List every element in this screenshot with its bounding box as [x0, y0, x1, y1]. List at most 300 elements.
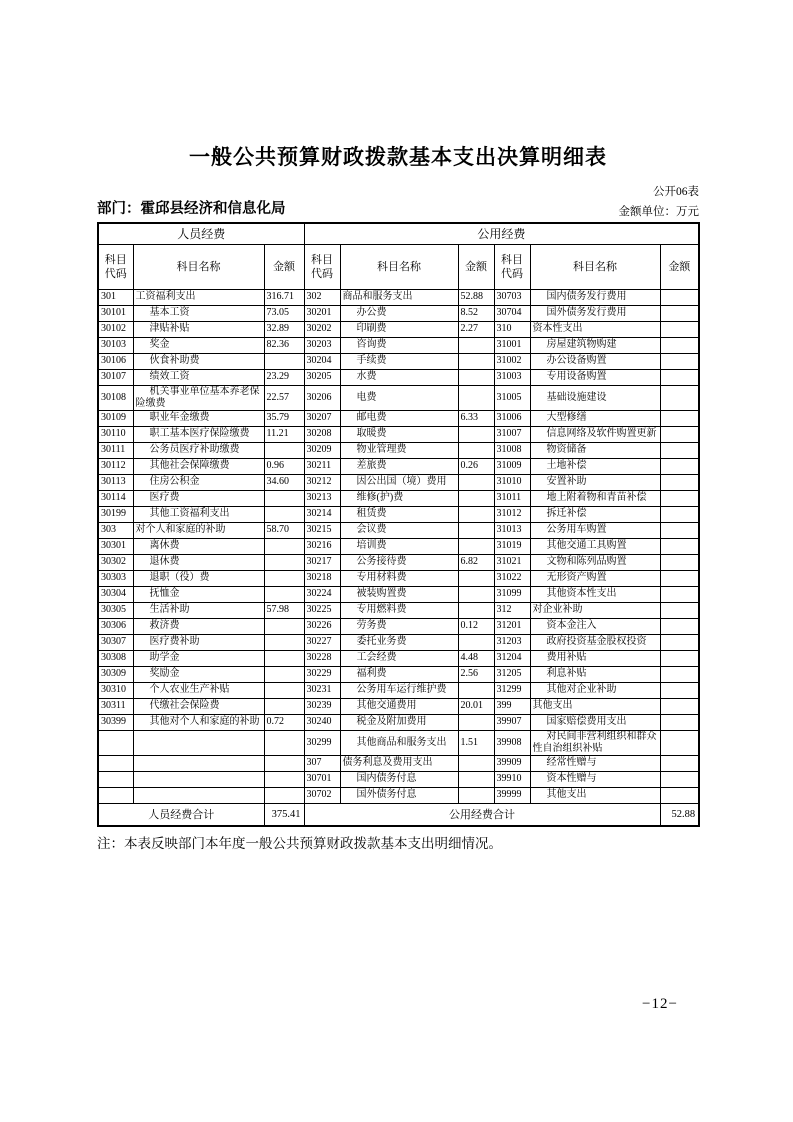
cell-subject-name: 经常性赠与 — [530, 755, 660, 771]
cell-subject-code: 30199 — [98, 506, 133, 522]
cell-subject-code: 31005 — [494, 385, 530, 410]
cell-subject-name: 商品和服务支出 — [340, 289, 458, 305]
cell-subject-name: 专用设备购置 — [530, 369, 660, 385]
col-header-amount: 金额 — [660, 244, 699, 289]
cell-subject-name: 其他交通工具购置 — [530, 538, 660, 554]
cell-subject-name: 维修(护)费 — [340, 490, 458, 506]
table-row — [98, 755, 699, 771]
cell-subject-code — [98, 787, 133, 803]
cell-amount — [264, 570, 304, 586]
cell-amount — [660, 787, 699, 803]
amount-unit-label: 金额单位：万元 — [618, 206, 699, 218]
cell-subject-code: 30215 — [304, 522, 340, 538]
cell-subject-code: 310 — [494, 321, 530, 337]
cell-subject-code: 30308 — [98, 650, 133, 666]
cell-subject-name: 其他对个人和家庭的补助 — [133, 714, 264, 730]
cell-subject-code: 30106 — [98, 353, 133, 369]
cell-amount — [660, 771, 699, 787]
table-row — [98, 410, 699, 426]
cell-subject-code: 30231 — [304, 682, 340, 698]
table-row — [98, 714, 699, 730]
cell-amount — [264, 618, 304, 634]
cell-amount: 316.71 — [264, 289, 304, 305]
cell-subject-code: 30306 — [98, 618, 133, 634]
cell-subject-code: 30212 — [304, 474, 340, 490]
cell-subject-code: 31011 — [494, 490, 530, 506]
table-row — [98, 771, 699, 787]
cell-amount — [264, 442, 304, 458]
cell-subject-name — [133, 755, 264, 771]
table-row — [98, 634, 699, 650]
cell-subject-name: 代缴社会保险费 — [133, 698, 264, 714]
col-header-amount: 金额 — [264, 244, 304, 289]
cell-subject-name: 生活补助 — [133, 602, 264, 618]
cell-subject-code: 30311 — [98, 698, 133, 714]
cell-amount — [458, 522, 494, 538]
cell-subject-code: 30209 — [304, 442, 340, 458]
table-row — [98, 698, 699, 714]
cell-subject-name: 医疗费补助 — [133, 634, 264, 650]
cell-subject-code: 30307 — [98, 634, 133, 650]
cell-subject-name: 对企业补助 — [530, 602, 660, 618]
cell-subject-name: 资本性支出 — [530, 321, 660, 337]
cell-subject-name: 资本性赠与 — [530, 771, 660, 787]
table-row — [98, 426, 699, 442]
cell-subject-name: 被装购置费 — [340, 586, 458, 602]
cell-subject-name: 会议费 — [340, 522, 458, 538]
cell-subject-name: 信息网络及软件购置更新 — [530, 426, 660, 442]
cell-subject-code: 31013 — [494, 522, 530, 538]
cell-amount — [660, 602, 699, 618]
cell-subject-code: 30214 — [304, 506, 340, 522]
group-header-personnel: 人员经费 — [98, 223, 304, 244]
cell-subject-name: 离休费 — [133, 538, 264, 554]
cell-subject-code: 30202 — [304, 321, 340, 337]
cell-subject-name: 因公出国（境）费用 — [340, 474, 458, 490]
cell-amount — [264, 682, 304, 698]
cell-amount — [660, 385, 699, 410]
cell-subject-name: 抚恤金 — [133, 586, 264, 602]
cell-amount — [660, 570, 699, 586]
cell-subject-name: 资本金注入 — [530, 618, 660, 634]
cell-amount — [660, 755, 699, 771]
cell-subject-name: 住房公积金 — [133, 474, 264, 490]
cell-amount — [264, 538, 304, 554]
cell-subject-name: 办公设备购置 — [530, 353, 660, 369]
cell-subject-name: 其他对企业补助 — [530, 682, 660, 698]
totals-row — [98, 803, 699, 826]
department-label: 部门：霍邱县经济和信息化局 — [97, 201, 286, 217]
table-row — [98, 385, 699, 410]
cell-subject-name: 对民间非营利组织和群众性自治组织补贴 — [530, 730, 660, 755]
personnel-total-amount: 375.41 — [264, 803, 304, 826]
table-row — [98, 538, 699, 554]
col-header-code: 科目代码 — [494, 244, 530, 289]
cell-amount — [660, 698, 699, 714]
cell-subject-name — [133, 787, 264, 803]
cell-subject-code — [98, 771, 133, 787]
cell-subject-code: 31008 — [494, 442, 530, 458]
cell-amount — [458, 634, 494, 650]
cell-subject-code: 30227 — [304, 634, 340, 650]
cell-subject-name: 福利费 — [340, 666, 458, 682]
cell-subject-name: 奖励金 — [133, 666, 264, 682]
table-row — [98, 730, 699, 755]
cell-amount — [660, 538, 699, 554]
cell-subject-name: 手续费 — [340, 353, 458, 369]
table-row — [98, 602, 699, 618]
cell-amount: 23.29 — [264, 369, 304, 385]
cell-subject-name: 取暖费 — [340, 426, 458, 442]
cell-subject-code: 31022 — [494, 570, 530, 586]
cell-subject-code: 39910 — [494, 771, 530, 787]
cell-subject-name: 退职（役）费 — [133, 570, 264, 586]
cell-subject-name: 专用材料费 — [340, 570, 458, 586]
cell-subject-code: 31006 — [494, 410, 530, 426]
cell-subject-name: 救济费 — [133, 618, 264, 634]
cell-subject-name: 利息补贴 — [530, 666, 660, 682]
cell-amount — [660, 730, 699, 755]
cell-amount — [264, 650, 304, 666]
cell-subject-name: 其他商品和服务支出 — [340, 730, 458, 755]
cell-subject-code: 301 — [98, 289, 133, 305]
cell-amount: 58.70 — [264, 522, 304, 538]
table-row — [98, 490, 699, 506]
cell-subject-name: 其他资本性支出 — [530, 586, 660, 602]
cell-subject-name: 伙食补助费 — [133, 353, 264, 369]
cell-subject-name: 大型修缮 — [530, 410, 660, 426]
cell-subject-name: 物业管理费 — [340, 442, 458, 458]
cell-subject-name: 地上附着物和青苗补偿 — [530, 490, 660, 506]
cell-amount — [660, 522, 699, 538]
cell-subject-code: 30103 — [98, 337, 133, 353]
cell-subject-code: 31203 — [494, 634, 530, 650]
cell-subject-name: 无形资产购置 — [530, 570, 660, 586]
cell-amount — [660, 369, 699, 385]
cell-subject-code: 31007 — [494, 426, 530, 442]
cell-amount — [458, 714, 494, 730]
cell-subject-name: 助学金 — [133, 650, 264, 666]
cell-subject-code: 30108 — [98, 385, 133, 410]
cell-subject-code: 31010 — [494, 474, 530, 490]
cell-subject-name: 国家赔偿费用支出 — [530, 714, 660, 730]
cell-subject-code: 30213 — [304, 490, 340, 506]
cell-subject-code: 30107 — [98, 369, 133, 385]
col-header-code: 科目代码 — [304, 244, 340, 289]
table-row — [98, 618, 699, 634]
cell-subject-name: 基本工资 — [133, 305, 264, 321]
cell-subject-code: 30204 — [304, 353, 340, 369]
cell-subject-name: 工会经费 — [340, 650, 458, 666]
cell-subject-name: 退休费 — [133, 554, 264, 570]
cell-amount — [458, 538, 494, 554]
cell-amount — [264, 634, 304, 650]
cell-subject-name — [133, 771, 264, 787]
cell-subject-code: 31019 — [494, 538, 530, 554]
table-code-label: 公开06表 — [653, 186, 699, 198]
cell-amount — [660, 458, 699, 474]
cell-subject-code: 30310 — [98, 682, 133, 698]
cell-subject-code: 30701 — [304, 771, 340, 787]
table-row — [98, 787, 699, 803]
cell-amount — [264, 586, 304, 602]
cell-amount — [458, 586, 494, 602]
cell-subject-code: 30240 — [304, 714, 340, 730]
cell-amount: 0.26 — [458, 458, 494, 474]
cell-amount — [458, 474, 494, 490]
cell-amount — [458, 602, 494, 618]
cell-amount — [660, 321, 699, 337]
cell-amount: 35.79 — [264, 410, 304, 426]
cell-amount — [660, 586, 699, 602]
cell-subject-code: 30208 — [304, 426, 340, 442]
cell-amount — [660, 554, 699, 570]
cell-subject-code: 31204 — [494, 650, 530, 666]
cell-amount — [458, 337, 494, 353]
cell-subject-name: 印刷费 — [340, 321, 458, 337]
cell-subject-code: 30206 — [304, 385, 340, 410]
cell-subject-code: 312 — [494, 602, 530, 618]
cell-subject-code: 30101 — [98, 305, 133, 321]
cell-subject-code: 30228 — [304, 650, 340, 666]
cell-subject-code: 31201 — [494, 618, 530, 634]
cell-subject-name: 物资储备 — [530, 442, 660, 458]
cell-amount — [660, 337, 699, 353]
document-sheet — [97, 0, 699, 852]
cell-subject-code: 30216 — [304, 538, 340, 554]
cell-amount — [458, 787, 494, 803]
cell-subject-name: 职工基本医疗保险缴费 — [133, 426, 264, 442]
cell-subject-code: 30303 — [98, 570, 133, 586]
cell-subject-name: 咨询费 — [340, 337, 458, 353]
table-row — [98, 321, 699, 337]
cell-subject-name: 职业年金缴费 — [133, 410, 264, 426]
public-total-label: 公用经费合计 — [304, 803, 660, 826]
cell-amount — [264, 698, 304, 714]
table-body — [98, 289, 699, 803]
cell-subject-name: 奖金 — [133, 337, 264, 353]
cell-subject-name: 房屋建筑物购建 — [530, 337, 660, 353]
cell-amount — [458, 369, 494, 385]
cell-subject-code: 30226 — [304, 618, 340, 634]
table-row — [98, 506, 699, 522]
table-row — [98, 289, 699, 305]
cell-amount — [264, 755, 304, 771]
cell-subject-code: 30109 — [98, 410, 133, 426]
cell-subject-code: 31002 — [494, 353, 530, 369]
cell-subject-name: 其他支出 — [530, 698, 660, 714]
cell-amount: 1.51 — [458, 730, 494, 755]
cell-subject-name: 公务员医疗补助缴费 — [133, 442, 264, 458]
cell-amount: 73.05 — [264, 305, 304, 321]
cell-amount: 0.12 — [458, 618, 494, 634]
cell-subject-code: 30112 — [98, 458, 133, 474]
cell-subject-code: 30301 — [98, 538, 133, 554]
cell-subject-name: 国内债务发行费用 — [530, 289, 660, 305]
cell-subject-code: 30702 — [304, 787, 340, 803]
table-row — [98, 666, 699, 682]
cell-subject-name: 个人农业生产补贴 — [133, 682, 264, 698]
public-total-amount: 52.88 — [660, 803, 699, 826]
cell-amount: 6.82 — [458, 554, 494, 570]
cell-amount — [660, 353, 699, 369]
page-title: 一般公共预算财政拨款基本支出决算明细表 — [189, 146, 607, 169]
cell-subject-code: 31003 — [494, 369, 530, 385]
cell-subject-code: 30309 — [98, 666, 133, 682]
cell-subject-code: 30217 — [304, 554, 340, 570]
cell-amount — [660, 490, 699, 506]
cell-amount — [660, 506, 699, 522]
cell-subject-code: 30299 — [304, 730, 340, 755]
cell-subject-code: 30205 — [304, 369, 340, 385]
cell-subject-name: 工资福利支出 — [133, 289, 264, 305]
page-number: −12− — [642, 996, 678, 1012]
cell-subject-code: 30305 — [98, 602, 133, 618]
cell-amount — [458, 353, 494, 369]
cell-subject-code: 30704 — [494, 305, 530, 321]
table-row — [98, 554, 699, 570]
cell-amount — [458, 385, 494, 410]
cell-subject-name: 培训费 — [340, 538, 458, 554]
col-header-name: 科目名称 — [340, 244, 458, 289]
cell-subject-code: 30111 — [98, 442, 133, 458]
col-header-amount: 金额 — [458, 244, 494, 289]
cell-subject-code: 30239 — [304, 698, 340, 714]
cell-amount — [264, 353, 304, 369]
cell-subject-name: 对个人和家庭的补助 — [133, 522, 264, 538]
cell-amount — [264, 771, 304, 787]
cell-subject-name: 安置补助 — [530, 474, 660, 490]
cell-subject-code — [98, 730, 133, 755]
table-row — [98, 474, 699, 490]
table-row — [98, 337, 699, 353]
column-header-row — [98, 244, 699, 289]
cell-subject-name: 专用燃料费 — [340, 602, 458, 618]
cell-subject-code: 307 — [304, 755, 340, 771]
cell-subject-name: 邮电费 — [340, 410, 458, 426]
cell-amount — [660, 474, 699, 490]
cell-subject-code: 30110 — [98, 426, 133, 442]
cell-subject-code: 30703 — [494, 289, 530, 305]
cell-amount: 52.88 — [458, 289, 494, 305]
cell-amount: 32.89 — [264, 321, 304, 337]
cell-amount: 20.01 — [458, 698, 494, 714]
cell-subject-name: 公务用车购置 — [530, 522, 660, 538]
meta-row — [97, 200, 699, 219]
cell-subject-code: 30229 — [304, 666, 340, 682]
cell-subject-name: 政府投资基金股权投资 — [530, 634, 660, 650]
cell-subject-name: 国内债务付息 — [340, 771, 458, 787]
table-row — [98, 305, 699, 321]
cell-amount — [660, 682, 699, 698]
table-row — [98, 650, 699, 666]
table-row — [98, 586, 699, 602]
cell-subject-name: 劳务费 — [340, 618, 458, 634]
cell-subject-code: 30211 — [304, 458, 340, 474]
cell-subject-name: 费用补贴 — [530, 650, 660, 666]
table-row — [98, 353, 699, 369]
cell-subject-name: 委托业务费 — [340, 634, 458, 650]
cell-subject-name: 债务利息及费用支出 — [340, 755, 458, 771]
cell-subject-code: 39999 — [494, 787, 530, 803]
cell-amount: 8.52 — [458, 305, 494, 321]
cell-subject-code: 30302 — [98, 554, 133, 570]
cell-subject-name: 机关事业单位基本养老保险缴费 — [133, 385, 264, 410]
cell-subject-code: 30224 — [304, 586, 340, 602]
cell-subject-name: 拆迁补偿 — [530, 506, 660, 522]
cell-amount — [660, 289, 699, 305]
cell-subject-code: 30113 — [98, 474, 133, 490]
cell-amount — [660, 442, 699, 458]
cell-amount: 82.36 — [264, 337, 304, 353]
cell-subject-name: 税金及附加费用 — [340, 714, 458, 730]
cell-amount — [458, 426, 494, 442]
cell-subject-code: 30218 — [304, 570, 340, 586]
cell-amount — [264, 506, 304, 522]
cell-subject-code: 31012 — [494, 506, 530, 522]
cell-subject-code: 30201 — [304, 305, 340, 321]
cell-subject-code: 30203 — [304, 337, 340, 353]
cell-subject-name: 办公费 — [340, 305, 458, 321]
cell-subject-name: 其他社会保障缴费 — [133, 458, 264, 474]
cell-subject-code: 399 — [494, 698, 530, 714]
cell-amount — [264, 666, 304, 682]
cell-amount: 0.72 — [264, 714, 304, 730]
table-row — [98, 369, 699, 385]
cell-amount — [264, 554, 304, 570]
table-row — [98, 570, 699, 586]
group-header-row — [98, 223, 699, 244]
cell-amount: 4.48 — [458, 650, 494, 666]
table-row — [98, 442, 699, 458]
table-row — [98, 522, 699, 538]
cell-subject-code — [98, 755, 133, 771]
cell-amount — [458, 682, 494, 698]
cell-amount — [458, 755, 494, 771]
cell-amount — [458, 490, 494, 506]
cell-amount: 34.60 — [264, 474, 304, 490]
cell-subject-code: 30304 — [98, 586, 133, 602]
cell-subject-name: 差旅费 — [340, 458, 458, 474]
cell-subject-name: 津贴补贴 — [133, 321, 264, 337]
cell-subject-name — [133, 730, 264, 755]
cell-subject-name: 基础设施建设 — [530, 385, 660, 410]
col-header-name: 科目名称 — [530, 244, 660, 289]
cell-subject-code: 39908 — [494, 730, 530, 755]
budget-table — [97, 222, 700, 827]
table-row — [98, 682, 699, 698]
cell-subject-code: 39907 — [494, 714, 530, 730]
personnel-total-label: 人员经费合计 — [98, 803, 264, 826]
cell-amount — [660, 666, 699, 682]
cell-amount — [264, 787, 304, 803]
cell-amount — [660, 410, 699, 426]
cell-subject-code: 30399 — [98, 714, 133, 730]
cell-amount — [660, 650, 699, 666]
cell-subject-name: 其他支出 — [530, 787, 660, 803]
cell-subject-code: 39909 — [494, 755, 530, 771]
cell-subject-name: 其他工资福利支出 — [133, 506, 264, 522]
cell-amount: 22.57 — [264, 385, 304, 410]
cell-subject-code: 31099 — [494, 586, 530, 602]
cell-amount — [660, 618, 699, 634]
col-header-code: 科目代码 — [98, 244, 133, 289]
cell-subject-code: 31001 — [494, 337, 530, 353]
cell-amount — [660, 634, 699, 650]
cell-amount — [264, 730, 304, 755]
cell-subject-name: 国外债务发行费用 — [530, 305, 660, 321]
cell-amount — [458, 570, 494, 586]
